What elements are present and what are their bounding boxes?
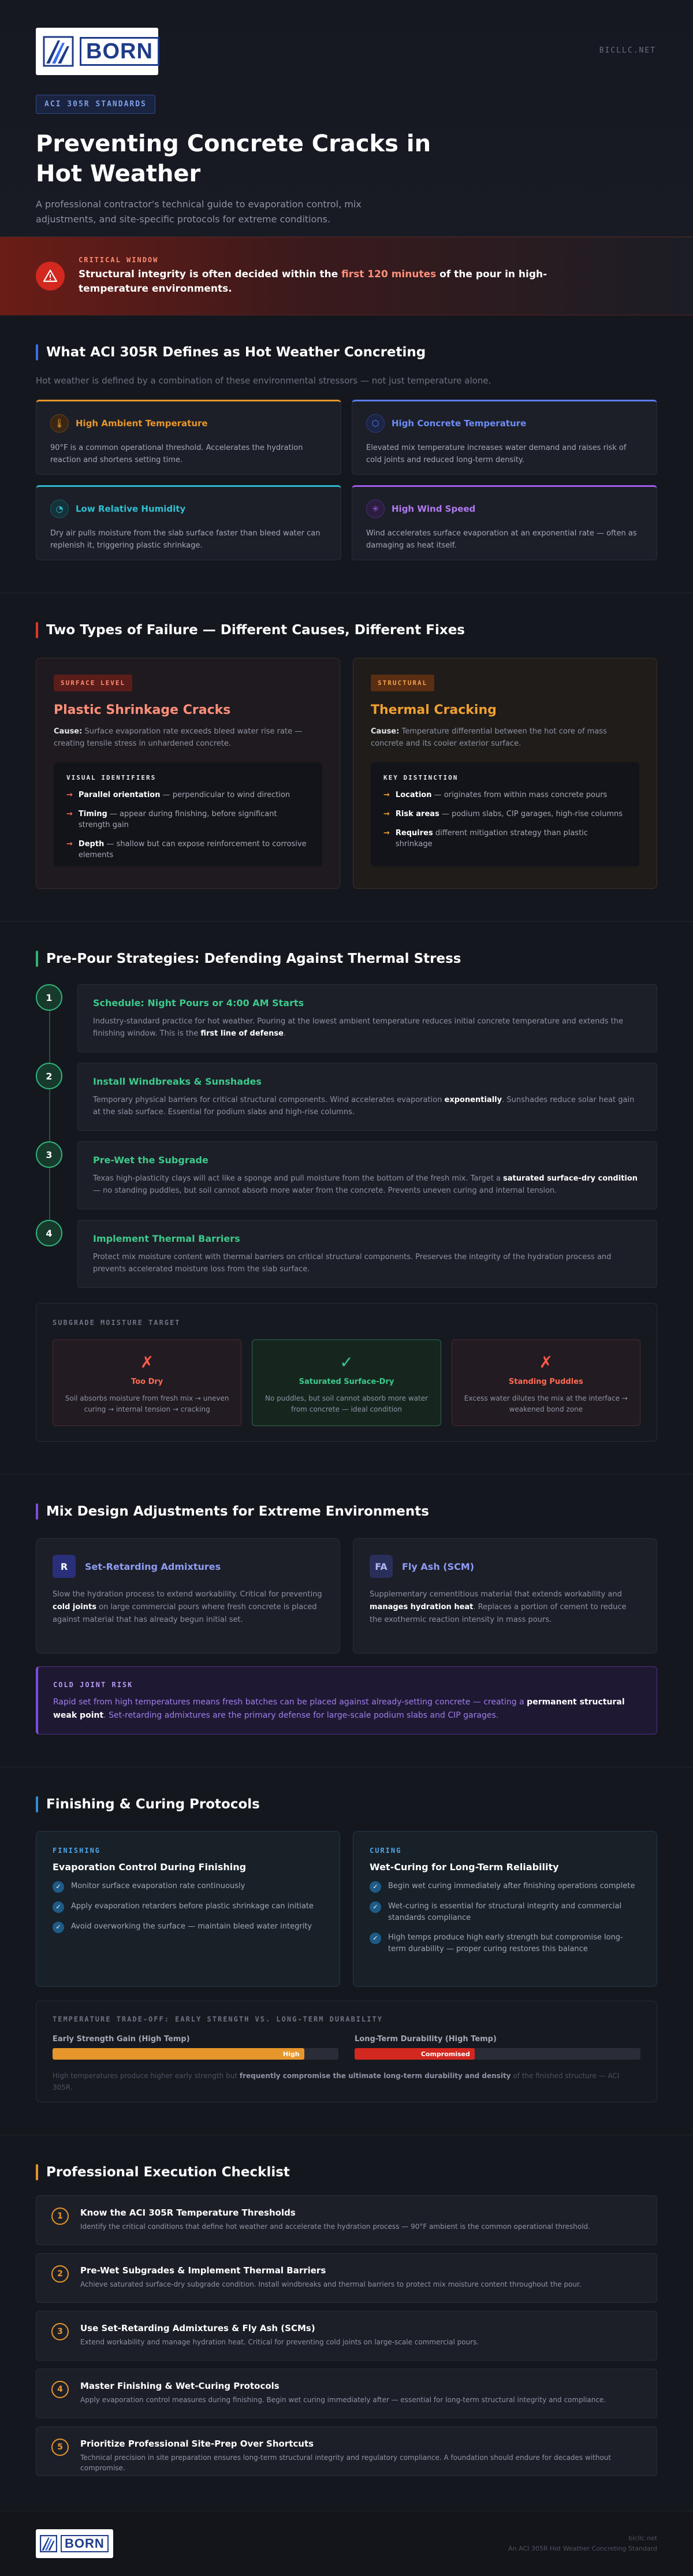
site-url[interactable]: BICLLC.NET [599, 46, 656, 55]
cross-icon: ✗ [140, 1353, 154, 1372]
moisture-grid [53, 1339, 640, 1426]
callout-text-bold: permanent structural weak point [53, 1698, 625, 1720]
callout-text [53, 1696, 642, 1722]
checklist-desc: Achieve saturated surface-dry subgrade condition. Install windbreaks and thermal barriers to protect mix moisture content throughout the pour. [80, 2280, 582, 2288]
box-label: VISUAL IDENTIFIERS [66, 774, 157, 781]
list-item [383, 828, 627, 850]
condition-card-wind [352, 485, 657, 560]
check-icon: ✓ [370, 1933, 381, 1944]
section-title-text: Pre-Pour Strategies: Defending Against Thermal Stress [46, 951, 461, 966]
step-card [77, 984, 657, 1052]
item-text: — perpendicular to wind direction [160, 791, 290, 799]
check-icon: ✓ [53, 1901, 64, 1913]
note-bold: frequently compromise the ultimate long-term durability and density [239, 2072, 511, 2080]
item-text: — podium slabs, CIP garages, high-rise columns [439, 810, 623, 818]
checklist-desc: Identify the critical conditions that define hot weather and accelerate the hydration process — 90°F ambient is the common operational threshold. [80, 2223, 590, 2231]
checklist-title: Know the ACI 305R Temperature Thresholds [80, 2208, 296, 2218]
brand-logo[interactable] [36, 28, 158, 75]
bar-value: High [282, 2050, 300, 2058]
mix-title: Fly Ash (SCM) [402, 1561, 475, 1572]
section-accent-bar [36, 622, 38, 638]
failure-grid [36, 658, 657, 889]
moisture-title: Saturated Surface-Dry [299, 1378, 394, 1386]
hexagon-icon: ⬡ [366, 414, 385, 433]
checklist [36, 2195, 657, 2476]
page-title: Preventing Concrete Cracks in Hot Weather [36, 131, 431, 187]
failure-card-plastic-shrinkage [36, 658, 340, 889]
section-accent-bar [36, 1503, 38, 1520]
callout-label: COLD JOINT RISK [53, 1681, 133, 1689]
mix-desc-bold: cold joints [53, 1603, 96, 1611]
check-icon: ✓ [370, 1881, 381, 1893]
card-title: Evaporation Control During Finishing [53, 1862, 247, 1873]
condition-card-ambient [36, 400, 341, 475]
mix-design-section [0, 1475, 693, 1767]
logo-mark-icon [43, 36, 74, 67]
cold-joint-risk-callout [36, 1666, 657, 1734]
checklist-number: 4 [51, 2381, 69, 2398]
tradeoff-bar-early-strength [53, 2035, 338, 2060]
moisture-card-too-dry [53, 1339, 241, 1426]
pre-pour-section [0, 922, 693, 1475]
section-title [36, 2164, 657, 2180]
page-subtitle: A professional contractor's technical guide to evaporation control, mix adjustments, and site-specific protocols for extreme conditions. [36, 199, 362, 225]
section-accent-bar [36, 951, 38, 967]
list-item [53, 1921, 323, 1933]
moisture-title: Standing Puddles [508, 1378, 583, 1386]
item-text: High temps produce high early strength but compromise long-term durability — proper curing restores this balance [388, 1933, 623, 1953]
item-key: Parallel orientation [78, 791, 161, 799]
condition-desc: 90°F is a common operational threshold. Accelerates the hydration reaction and shortens setting time. [50, 444, 303, 464]
section-title-text: Mix Design Adjustments for Extreme Environments [46, 1504, 429, 1519]
mix-card-fly-ash [353, 1538, 657, 1654]
check-icon: ✓ [340, 1353, 353, 1372]
step-number: 1 [36, 984, 62, 1011]
item-text: Avoid overworking the surface — maintain bleed water integrity [71, 1922, 312, 1931]
mix-card-retarders [36, 1538, 340, 1654]
tradeoff-bars [53, 2035, 640, 2060]
check-icon: ✓ [53, 1881, 64, 1893]
alert-text-end: of the pour in high-temperature environments. [79, 269, 547, 295]
step-card [77, 1220, 657, 1288]
section-title [36, 344, 657, 360]
moisture-card-puddles [452, 1339, 640, 1426]
condition-desc: Wind accelerates surface evaporation at an exponential rate — often as damaging as heat itself. [366, 529, 637, 550]
step-card [77, 1141, 657, 1209]
bar-track [355, 2048, 640, 2060]
footer-meta [508, 2533, 657, 2554]
step-desc-bold: first line of defense [200, 1029, 284, 1038]
visual-identifiers-box [54, 762, 322, 866]
failure-card-thermal [353, 658, 657, 889]
list-item [66, 839, 310, 861]
step-desc-text: Texas high-plasticity clays will act like a sponge and pull moisture from the bottom of the fresh mix. Target a [93, 1174, 504, 1183]
step-connector [49, 1089, 50, 1141]
cause-text: Surface evaporation rate exceeds bleed water rise rate — creating tensile stress in unhardened concrete. [54, 727, 303, 748]
checklist-number: 5 [51, 2439, 69, 2456]
step-item [36, 984, 657, 1052]
hero-header [0, 0, 693, 237]
moisture-desc: Excess water dilutes the mix at the interface → weakened bond zone [464, 1394, 628, 1413]
condition-card-humidity [36, 485, 341, 560]
subgrade-moisture-panel [36, 1303, 657, 1442]
arrow-right-icon: → [66, 840, 73, 848]
curing-card [353, 1831, 657, 1987]
cause-label: Cause: [54, 727, 83, 736]
hot-weather-definition-section [0, 315, 693, 593]
section-accent-bar [36, 1796, 38, 1812]
mix-desc-end: on large commercial pours where fresh concrete is placed against material that has already begun initial set. [53, 1603, 317, 1624]
list-item [370, 1881, 640, 1893]
failure-cause [371, 725, 639, 750]
step-card [77, 1063, 657, 1131]
section-title [36, 1796, 657, 1812]
step-item [36, 1063, 657, 1131]
bar-fill [355, 2048, 475, 2060]
item-text: — appear during finishing, before significant strength gain [78, 810, 277, 829]
list-item [383, 809, 627, 820]
checklist-item [36, 2369, 657, 2418]
section-intro: Hot weather is defined by a combination of these environmental stressors — not just temperature alone. [36, 375, 491, 386]
alert-highlight: first 120 minutes [341, 269, 437, 280]
card-label: FINISHING [53, 1847, 101, 1855]
cause-text: Temperature differential between the hot core of mass concrete and its cooler exterior surface. [371, 727, 607, 748]
step-title: Schedule: Night Pours or 4:00 AM Starts [93, 997, 304, 1008]
step-desc-text: Industry-standard practice for hot weather. Pouring at the lowest ambient temperature reduces initial concrete temperature and extends the finishing window. This is the [93, 1017, 623, 1038]
item-key: Timing [78, 810, 107, 818]
finishing-card [36, 1831, 340, 1987]
step-title: Pre-Wet the Subgrade [93, 1155, 208, 1166]
fly-ash-icon: FA [370, 1555, 393, 1578]
step-item [36, 1141, 657, 1209]
failure-cause [54, 725, 322, 750]
droplet-gauge-icon: ◔ [50, 500, 69, 518]
arrow-right-icon: → [383, 829, 390, 837]
step-desc-bold: saturated surface-dry condition [503, 1174, 638, 1183]
item-text: — shallow but can expose reinforcement to corrosive elements [78, 840, 307, 859]
checklist-number: 2 [51, 2265, 69, 2283]
panel-label: SUBGRADE MOISTURE TARGET [53, 1319, 181, 1327]
tradeoff-panel [36, 2001, 657, 2102]
item-text: Apply evaporation retarders before plastic shrinkage can initiate [71, 1902, 314, 1911]
footer-logo[interactable] [36, 2529, 113, 2558]
key-distinction-box [371, 762, 639, 866]
section-accent-bar [36, 2164, 38, 2180]
mix-title: Set-Retarding Admixtures [85, 1561, 221, 1572]
bar-fill [53, 2048, 304, 2060]
failure-tag: SURFACE LEVEL [54, 675, 132, 691]
step-number: 4 [36, 1220, 62, 1246]
callout-text-end: . Set-retarding admixtures are the primary defense for large-scale podium slabs and CIP garages. [103, 1711, 499, 1720]
step-desc-end: — no standing puddles, but soil cannot absorb more water from the concrete. Prevents uneven curing and internal tension. [93, 1186, 557, 1195]
thermometer-icon: 🌡 [50, 414, 69, 433]
step-desc-end: . [283, 1029, 286, 1038]
condition-title: High Wind Speed [392, 504, 476, 514]
finishing-grid [36, 1831, 657, 1987]
logo-mark-icon [40, 2535, 57, 2552]
wind-icon: ✳ [366, 500, 385, 518]
mix-desc-text: Supplementary cementitious material that extends workability and [370, 1590, 622, 1599]
item-key: Depth [78, 840, 105, 848]
checklist-item [36, 2195, 657, 2245]
checklist-number: 1 [51, 2208, 69, 2225]
checklist-title: Master Finishing & Wet-Curing Protocols [80, 2381, 280, 2391]
checklist-title: Prioritize Professional Site-Prep Over Shortcuts [80, 2439, 314, 2449]
checklist-title: Use Set-Retarding Admixtures & Fly Ash (SCMs) [80, 2323, 315, 2333]
step-connector [49, 1168, 50, 1220]
check-icon: ✓ [53, 1922, 64, 1933]
footer-url[interactable]: bicllc.net [628, 2534, 657, 2542]
arrow-right-icon: → [66, 810, 73, 818]
checklist-desc: Technical precision in site preparation ensures long-term structural integrity and regulatory compliance. A foundation should endure for decades without compromise. [80, 2454, 612, 2472]
checklist-number: 3 [51, 2323, 69, 2340]
card-label: CURING [370, 1847, 402, 1855]
condition-title: High Ambient Temperature [76, 418, 208, 429]
section-title [36, 951, 657, 967]
step-desc [93, 1172, 642, 1197]
arrow-right-icon: → [66, 791, 73, 799]
section-title-text: Finishing & Curing Protocols [46, 1797, 260, 1812]
critical-window-banner [0, 237, 693, 315]
list-item [370, 1932, 640, 1955]
failure-types-section [0, 593, 693, 922]
step-number: 3 [36, 1141, 62, 1168]
list-item [66, 790, 310, 801]
item-key: Location [395, 791, 432, 799]
step-number: 2 [36, 1063, 62, 1089]
card-title: Wet-Curing for Long-Term Reliability [370, 1862, 559, 1873]
checklist-desc: Apply evaporation control measures during finishing. Begin wet curing immediately after — essential for long-term structural integrity and compliance. [80, 2396, 606, 2404]
bar-track [53, 2048, 338, 2060]
step-desc-end: . Sunshades reduce solar heat gain at the slab surface. Essential for podium slabs and high-rise columns. [93, 1096, 635, 1116]
item-text: different mitigation strategy than plastic shrinkage [395, 829, 588, 848]
conditions-grid [36, 400, 657, 560]
alert-text [79, 267, 575, 296]
item-text: Begin wet curing immediately after finishing operations complete [388, 1882, 635, 1890]
mix-desc [53, 1588, 323, 1626]
page-footer [0, 2511, 693, 2576]
condition-card-concrete-temp [352, 400, 657, 475]
step-desc [93, 1015, 642, 1040]
section-title [36, 1503, 657, 1520]
section-title [36, 622, 657, 638]
moisture-title: Too Dry [131, 1378, 163, 1386]
condition-desc: Dry air pulls moisture from the slab surface faster than bleed water can replenish it, triggering plastic shrinkage. [50, 529, 321, 550]
alert-label: CRITICAL WINDOW [79, 256, 159, 264]
section-title-text: Two Types of Failure — Different Causes, Different Fixes [46, 623, 465, 638]
moisture-desc: Soil absorbs moisture from fresh mix → uneven curing → internal tension → cracking [65, 1394, 229, 1413]
moisture-desc: No puddles, but soil cannot absorb more water from concrete — ideal condition [264, 1394, 429, 1413]
checklist-section [0, 2135, 693, 2511]
footer-tagline: An ACI 305R Hot Weather Concreting Standard [508, 2545, 657, 2552]
box-label: KEY DISTINCTION [383, 774, 459, 781]
item-text: Monitor surface evaporation rate continuously [71, 1882, 245, 1890]
failure-tag: STRUCTURAL [371, 675, 434, 691]
check-icon: ✓ [370, 1901, 381, 1913]
tradeoff-note [53, 2070, 640, 2093]
finishing-curing-section [0, 1767, 693, 2135]
retarder-icon: R [53, 1555, 76, 1578]
item-key: Risk areas [395, 810, 439, 818]
item-text: Wet-curing is essential for structural integrity and commercial standards compliance [388, 1902, 622, 1922]
item-text: — originates from within mass concrete pours [431, 791, 608, 799]
logo-wordmark: BORN [80, 37, 159, 66]
note-text: High temperatures produce higher early strength but [53, 2072, 240, 2080]
bar-name: Early Strength Gain (High Temp) [53, 2035, 190, 2043]
condition-title: High Concrete Temperature [392, 418, 527, 429]
checklist-item [36, 2311, 657, 2361]
mix-desc-bold: manages hydration heat [370, 1603, 474, 1611]
step-desc-bold: exponentially [444, 1096, 502, 1104]
standards-badge: ACI 305R STANDARDS [36, 95, 155, 114]
list-item [370, 1901, 640, 1924]
arrow-right-icon: → [383, 810, 390, 818]
failure-title: Thermal Cracking [371, 703, 497, 717]
step-desc: Protect mix moisture content with thermal barriers on critical structural components. Preserves the integrity of the hydration process and prevents accelerated moisture loss from the slab surface. [93, 1253, 612, 1274]
step-connector [49, 1011, 50, 1063]
section-accent-bar [36, 344, 38, 360]
bar-value: Compromised [420, 2050, 470, 2058]
warning-icon [36, 262, 65, 291]
cross-icon: ✗ [539, 1353, 553, 1372]
step-desc [93, 1094, 642, 1118]
list-item [53, 1881, 323, 1893]
arrow-right-icon: → [383, 791, 390, 799]
moisture-card-ssd [252, 1339, 441, 1426]
checklist-item [36, 2426, 657, 2476]
mix-desc [370, 1588, 640, 1626]
step-item [36, 1220, 657, 1288]
tradeoff-bar-durability [355, 2035, 640, 2060]
checklist-title: Pre-Wet Subgrades & Implement Thermal Barriers [80, 2265, 326, 2276]
mix-desc-text: Slow the hydration process to extend workability. Critical for preventing [53, 1590, 322, 1599]
note-end: of the finished structure — ACI 305R. [53, 2072, 620, 2091]
failure-title: Plastic Shrinkage Cracks [54, 703, 231, 717]
callout-text-start: Rapid set from high temperatures means fresh batches can be placed against already-setting concrete — creating a [53, 1698, 527, 1707]
checklist-desc: Extend workability and manage hydration heat. Critical for preventing cold joints on large-scale commercial pours. [80, 2338, 479, 2346]
list-item [53, 1901, 323, 1913]
condition-desc: Elevated mix temperature increases water demand and raises risk of cold joints and reduced long-term density. [366, 444, 627, 464]
mix-desc-end: . Replaces a portion of cement to reduce the exothermic reaction intensity in mass pours. [370, 1603, 627, 1624]
step-title: Install Windbreaks & Sunshades [93, 1076, 262, 1087]
condition-title: Low Relative Humidity [76, 504, 186, 514]
item-key: Requires [395, 829, 433, 837]
alert-text-start: Structural integrity is often decided within the [79, 269, 342, 280]
footer-wordmark: BORN [61, 2535, 109, 2552]
bar-name: Long-Term Durability (High Temp) [355, 2035, 497, 2043]
list-item [66, 809, 310, 831]
step-list [36, 984, 657, 1288]
step-title: Implement Thermal Barriers [93, 1233, 240, 1244]
section-title-text: What ACI 305R Defines as Hot Weather Concreting [46, 345, 426, 360]
cause-label: Cause: [371, 727, 400, 736]
mix-grid [36, 1538, 657, 1654]
list-item [383, 790, 627, 801]
checklist-item [36, 2253, 657, 2303]
section-title-text: Professional Execution Checklist [46, 2165, 290, 2180]
panel-label: TEMPERATURE TRADE-OFF: EARLY STRENGTH VS. LONG-TERM DURABILITY [53, 2015, 383, 2023]
step-desc-text: Temporary physical barriers for critical structural components. Wind accelerates evaporation [93, 1096, 445, 1104]
